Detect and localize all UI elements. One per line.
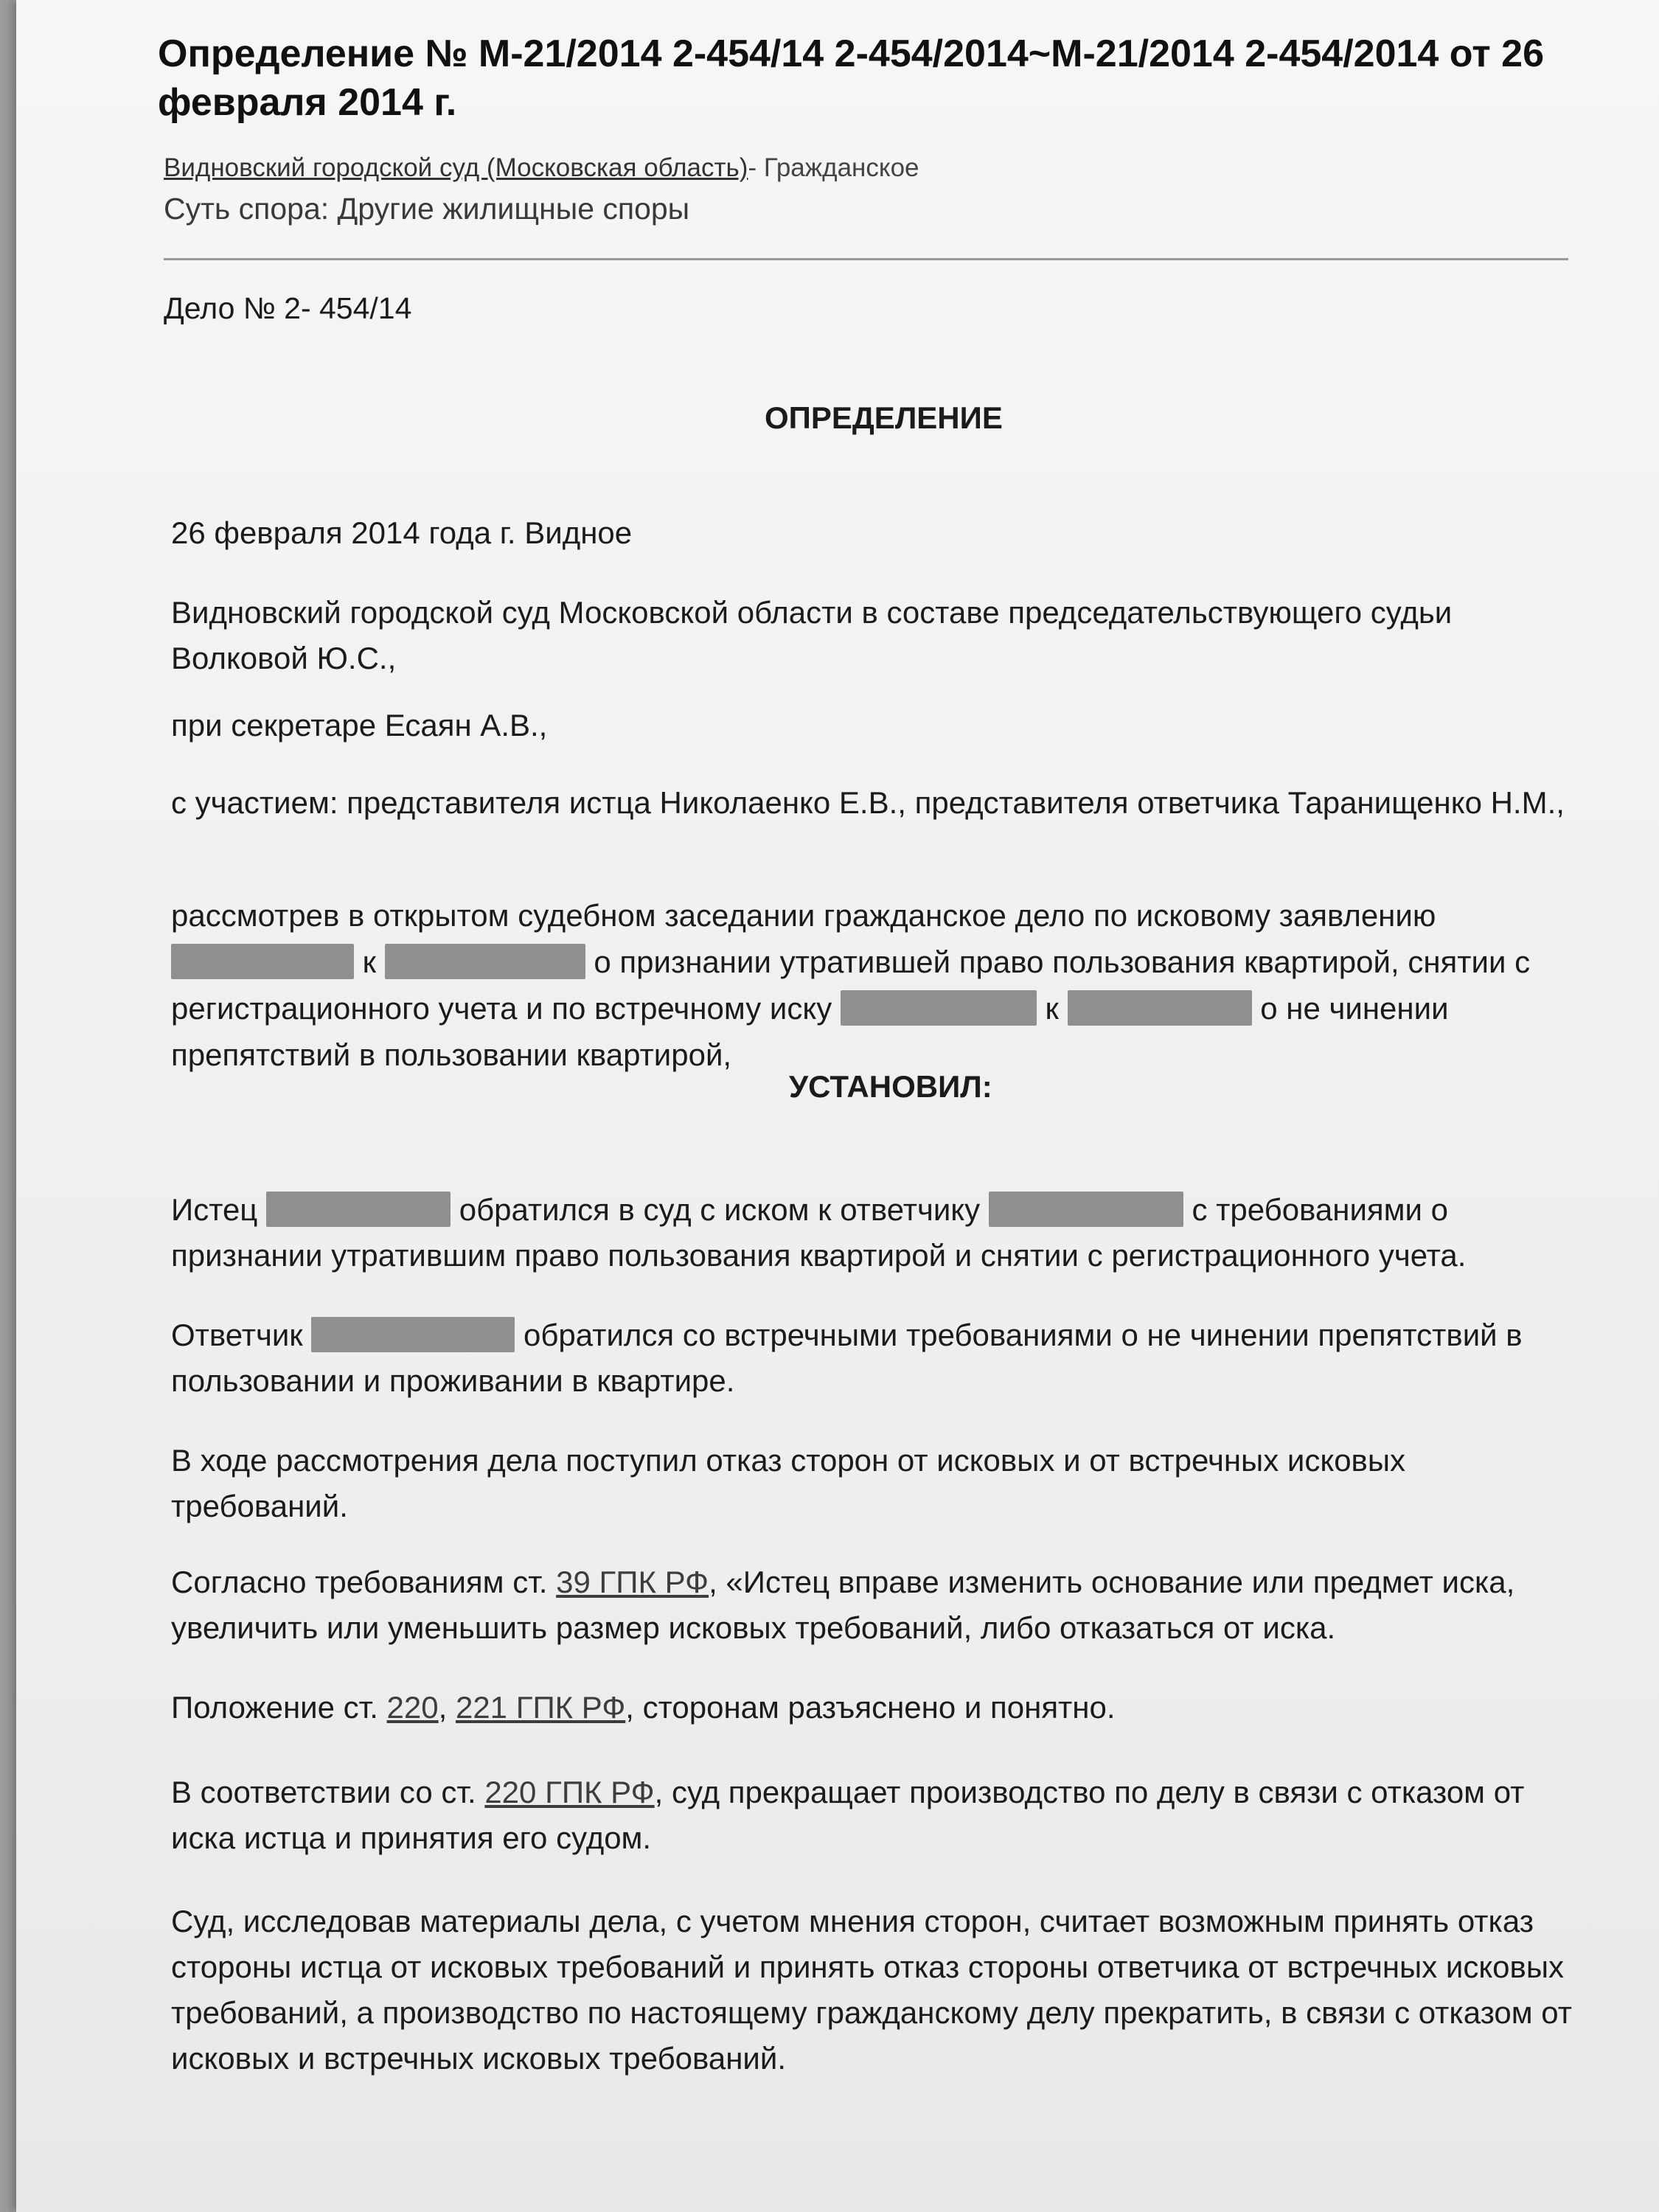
court-line — [164, 153, 919, 183]
article39-text-2: , «Истец вправе изменить основание или предмет иска, увеличить или уменьшить размер исковых требований, либо отказаться от иска. — [171, 1565, 1515, 1645]
participants: с участием: представителя истца Николаенко Е.В., представителя ответчика Таранищенко Н.М., — [171, 785, 1565, 820]
consideration-text-4: к — [1045, 991, 1059, 1026]
redacted-name — [841, 990, 1037, 1026]
redacted-name — [311, 1317, 515, 1352]
plaintiff-text-3: с требованиями о признании утратившим право пользования квартирой и снятии с регистрационного учета. — [171, 1192, 1467, 1273]
secretary: при секретаре Есаян А.В., — [171, 708, 548, 742]
refusal-paragraph: В ходе рассмотрения дела поступил отказ сторон от исковых и от встречных исковых требований. — [171, 1443, 1406, 1523]
consideration-text-5: о не чинении препятствий в пользовании квартирой, — [171, 991, 1449, 1072]
defendant-paragraph — [171, 1312, 1587, 1404]
court-link[interactable]: Видновский городской суд (Московская область) — [164, 153, 748, 182]
redacted-name — [989, 1192, 1183, 1227]
article220-text-2: , суд прекращает производство по делу в связи с отказом от иска истца и принятия его судом. — [171, 1775, 1525, 1855]
document-title: Определение № М-21/2014 2-454/14 2-454/2014~М-21/2014 2-454/2014 от 26 февраля 2014 г. — [158, 32, 1544, 124]
article220-text-1: В соответствии со ст. — [171, 1775, 476, 1809]
redacted-name — [266, 1192, 451, 1227]
court-composition: Видновский городской суд Московской области в составе председательствующего судьи Волковой Ю.С., — [171, 595, 1453, 675]
court-category: - Гражданское — [748, 153, 919, 182]
provisions-paragraph — [171, 1685, 1587, 1731]
consideration-text-1: рассмотрев в открытом судебном заседании гражданское дело по исковому заявлению — [171, 898, 1436, 933]
defendant-text-1: Ответчик — [171, 1318, 303, 1352]
article39-link[interactable]: 39 ГПК РФ — [556, 1565, 709, 1599]
redacted-name — [1068, 990, 1252, 1026]
provisions-text-2: , сторонам разъяснено и понятно. — [625, 1690, 1116, 1725]
provisions-text-1: Положение ст. — [171, 1690, 378, 1725]
article220-gpk-link[interactable]: 220 ГПК РФ — [484, 1775, 655, 1809]
redacted-name — [171, 944, 354, 979]
article220-link[interactable]: 220 — [386, 1690, 439, 1725]
consideration-paragraph — [171, 892, 1587, 1078]
date-place: 26 февраля 2014 года г. Видное — [171, 515, 633, 550]
dispute-subject: Суть спора: Другие жилищные споры — [164, 192, 690, 226]
redacted-name — [385, 944, 585, 979]
plaintiff-paragraph — [171, 1187, 1587, 1279]
article39-paragraph — [171, 1559, 1587, 1651]
article221-link[interactable]: 221 ГПК РФ — [455, 1690, 626, 1725]
consideration-text-2: к — [362, 945, 377, 979]
heading-established: УСТАНОВИЛ: — [789, 1069, 992, 1104]
article39-text-1: Согласно требованиям ст. — [171, 1565, 548, 1599]
document-page — [16, 0, 1659, 2212]
consideration-text-3: о признании утратившей право пользования квартирой, снятии с регистрационного учета и по встречному иску — [171, 945, 1531, 1026]
plaintiff-text-1: Истец — [171, 1192, 258, 1227]
heading-definition: ОПРЕДЕЛЕНИЕ — [765, 400, 1003, 435]
defendant-text-2: обратился со встречными требованиями о не чинении препятствий в пользовании и проживании в квартире. — [171, 1318, 1523, 1398]
case-number: Дело № 2- 454/14 — [164, 291, 412, 325]
conclusion-paragraph: Суд, исследовав материалы дела, с учетом мнения сторон, считает возможным принять отказ стороны истца от исковых требований и принять отказ стороны ответчика от встречных исковых требований, а производство по настоящему гражданскому делу прекратить, в связи с отказом от исковых и встречных исковых требований. — [171, 1904, 1572, 2076]
header-divider — [164, 258, 1568, 260]
plaintiff-text-2: обратился в суд с иском к ответчику — [459, 1192, 981, 1227]
article220-paragraph — [171, 1770, 1587, 1861]
provisions-separator: , — [438, 1690, 448, 1725]
